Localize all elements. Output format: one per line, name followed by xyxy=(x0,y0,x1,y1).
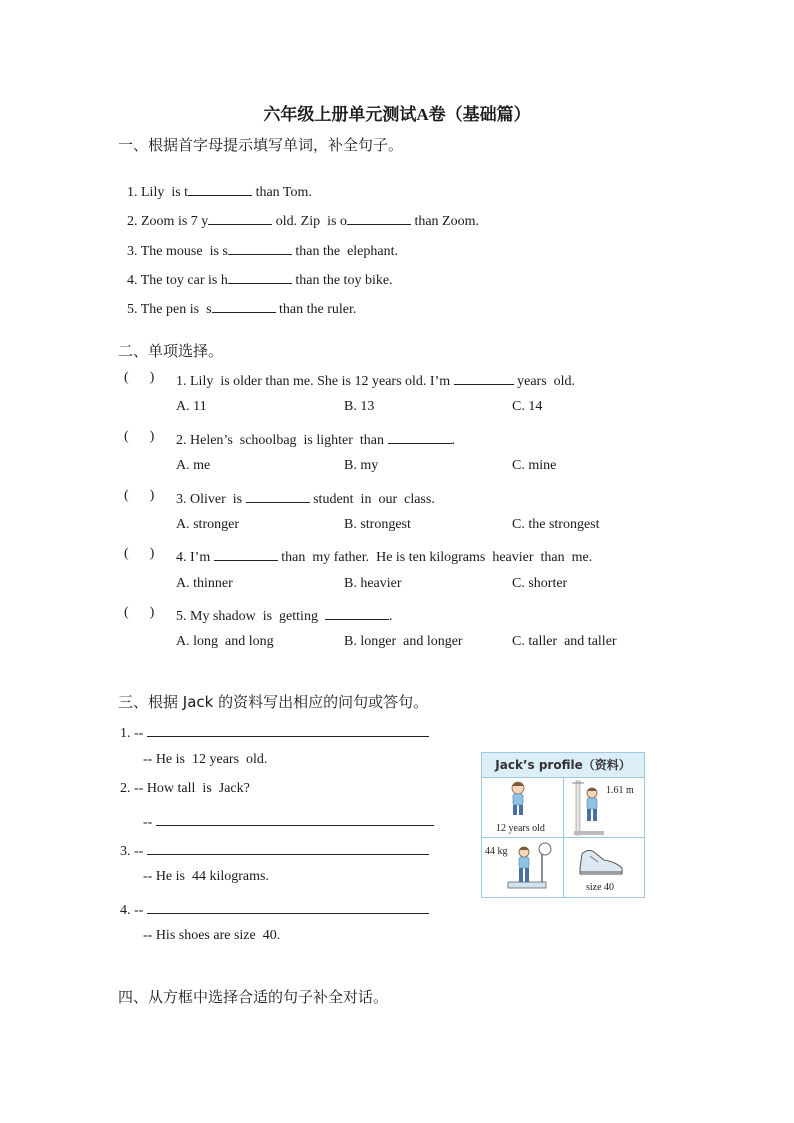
section-1-heading: 一、根据首字母提示填写单词，补全句子。 xyxy=(118,136,404,154)
page-title: 六年级上册单元测试A卷（基础篇） xyxy=(263,105,531,124)
s3-answer-4: -- His shoes are size 40. xyxy=(143,928,281,943)
option-b: B. heavier xyxy=(344,576,402,591)
shoe-icon xyxy=(564,838,645,882)
section-4-heading: 四、从方框中选择合适的句子补全对话。 xyxy=(118,988,389,1006)
boy-icon xyxy=(482,777,563,823)
option-b: B. strongest xyxy=(344,517,411,532)
option-a: A. 11 xyxy=(176,399,207,414)
profile-title: Jack’s profile（资料） xyxy=(482,753,644,778)
answer-blank[interactable] xyxy=(208,210,272,225)
answer-line[interactable] xyxy=(147,722,429,737)
answer-blank xyxy=(388,429,452,444)
answer-line[interactable] xyxy=(156,811,434,826)
weight-label: 44 kg xyxy=(485,846,508,857)
s3-answer-1: -- He is 12 years old. xyxy=(143,752,268,767)
option-a: A. me xyxy=(176,458,211,473)
s1-item-1: 1. Lily is t than Tom. xyxy=(120,165,312,201)
s3-question-2: 2. -- How tall is Jack? xyxy=(120,781,250,796)
s1-item-4: 4. The toy car is h than the toy bike. xyxy=(120,253,393,289)
answer-paren[interactable]: ( ) xyxy=(124,488,155,503)
s2-question-2: 2. Helen’s schoolbag is lighter than . xyxy=(176,429,455,449)
option-c: C. the strongest xyxy=(512,517,600,532)
s1-item-2: 2. Zoom is 7 y old. Zip is o than Zoom. xyxy=(120,194,479,230)
age-label: 12 years old xyxy=(496,823,545,834)
option-b: B. longer and longer xyxy=(344,634,463,649)
answer-paren[interactable]: ( ) xyxy=(124,605,155,620)
s1-item-5: 5. The pen is s than the ruler. xyxy=(120,282,356,318)
answer-paren[interactable]: ( ) xyxy=(124,429,155,444)
profile-height-cell xyxy=(564,777,645,837)
s2-question-5: 5. My shadow is getting . xyxy=(176,605,392,625)
section-3-heading: 三、根据 Jack 的资料写出相应的问句或答句。 xyxy=(118,693,429,711)
s1-item-3: 3. The mouse is s than the elephant. xyxy=(120,224,398,260)
option-c: C. taller and taller xyxy=(512,634,617,649)
answer-blank[interactable] xyxy=(212,298,276,313)
s3-question-3: 3. -- xyxy=(120,840,429,860)
profile-weight-cell xyxy=(482,838,563,898)
height-label: 1.61 m xyxy=(606,785,634,796)
option-a: A. long and long xyxy=(176,634,274,649)
option-a: A. stronger xyxy=(176,517,239,532)
jack-profile-card xyxy=(481,752,645,898)
option-b: B. 13 xyxy=(344,399,375,414)
option-c: C. 14 xyxy=(512,399,543,414)
option-c: C. mine xyxy=(512,458,557,473)
s3-answer-3: -- He is 44 kilograms. xyxy=(143,869,269,884)
s2-question-3: 3. Oliver is student in our class. xyxy=(176,488,435,508)
answer-blank xyxy=(214,546,278,561)
s2-question-1: 1. Lily is older than me. She is 12 years old. I’m years old. xyxy=(176,370,575,390)
s3-question-4: 4. -- xyxy=(120,899,429,919)
answer-blank[interactable] xyxy=(347,210,411,225)
s3-question-1: 1. -- xyxy=(120,722,429,742)
profile-shoe-cell xyxy=(564,838,645,898)
s2-question-4: 4. I’m than my father. He is ten kilograms heavier than me. xyxy=(176,546,592,566)
option-c: C. shorter xyxy=(512,576,568,591)
answer-paren[interactable]: ( ) xyxy=(124,370,155,385)
shoe-size-label: size 40 xyxy=(586,882,615,893)
option-b: B. my xyxy=(344,458,379,473)
answer-blank xyxy=(454,370,514,385)
option-a: A. thinner xyxy=(176,576,233,591)
section-2-heading: 二、单项选择。 xyxy=(118,342,224,360)
answer-paren[interactable]: ( ) xyxy=(124,546,155,561)
profile-age-cell xyxy=(482,777,563,837)
answer-line[interactable] xyxy=(147,899,429,914)
answer-blank xyxy=(246,488,310,503)
s3-answer-2: -- xyxy=(143,811,434,831)
answer-blank xyxy=(325,605,389,620)
answer-line[interactable] xyxy=(147,840,429,855)
